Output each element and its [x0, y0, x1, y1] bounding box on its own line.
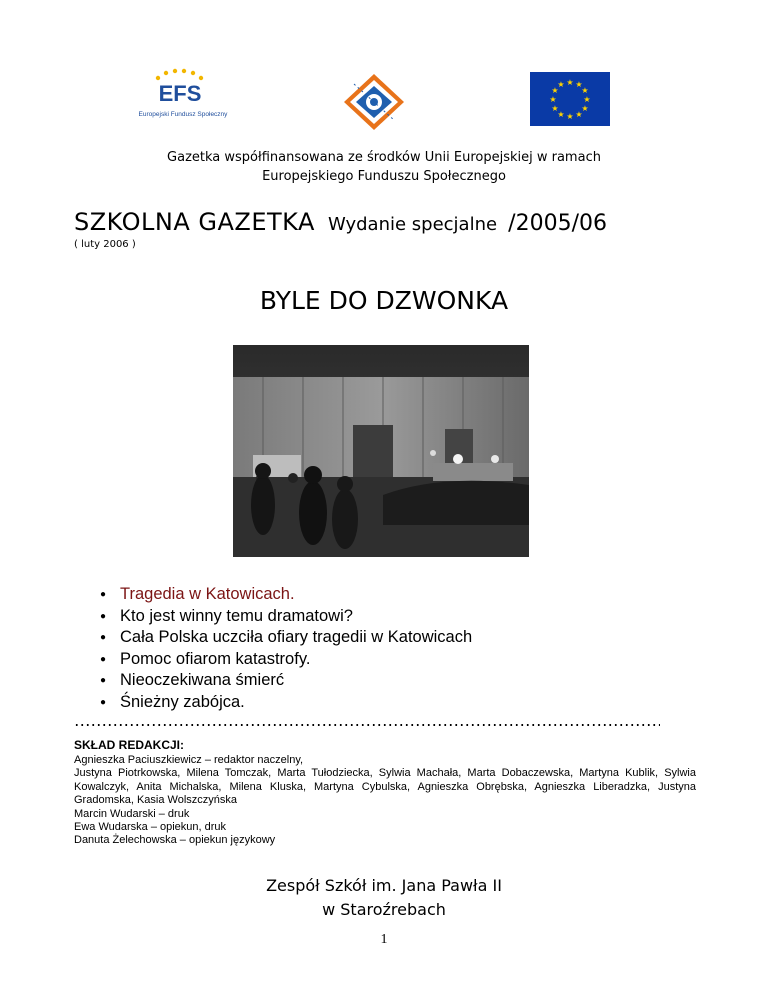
members-text: Justyna Piotrkowska, Milena Tomczak, Marta Tułodziecka, Sylwia Machała, Marta Dobaczewska, Martyna Kublik, Sylwia Kowalczyk, Anita Michalska, Milena Kluska, Martyna Cybulska, Agnieszka Obrębska, Agnieszka Liberadzka, Justyna Gradomska, Kasia Wolszczyńska: [74, 767, 696, 807]
efs-logo: [128, 64, 238, 126]
svg-text:★: ★: [583, 95, 591, 104]
svg-text:★: ★: [575, 110, 583, 119]
masthead: [74, 208, 607, 236]
svg-text:★: ★: [566, 112, 574, 121]
efs-logo-caption: Europejski Fundusz Społeczny: [138, 111, 228, 118]
program-logo: [340, 72, 408, 132]
issue-date: ( luty 2006 ): [74, 239, 136, 250]
staff-heading: SKŁAD REDAKCJI:: [74, 738, 185, 752]
svg-text:★: ★: [557, 80, 565, 89]
svg-text:★: ★: [551, 104, 559, 113]
cover-photo: [233, 345, 529, 557]
school-name: [0, 874, 768, 922]
svg-text:★: ★: [575, 80, 583, 89]
edition-label: Wydanie specjalne: [327, 214, 498, 235]
school-line1: Zespół Szkół im. Jana Pawła II: [266, 876, 502, 895]
funding-note: [0, 148, 768, 186]
dotted-divider: [74, 722, 660, 728]
list-item: ● Kto jest winny temu dramatowi?: [96, 606, 472, 628]
svg-text:★: ★: [581, 86, 589, 95]
page-number: 1: [380, 932, 388, 947]
efs-logo-text: EFS: [158, 81, 202, 106]
contents-list: [96, 584, 472, 713]
guardian-line: Ewa Wudarska – opiekun, druk: [74, 821, 227, 834]
eu-flag: [530, 72, 610, 126]
school-line2: w Staroźrebach: [322, 900, 446, 919]
svg-text:★: ★: [566, 78, 574, 87]
list-item: ● Tragedia w Katowicach.: [96, 584, 472, 606]
list-item: ● Śnieżny zabójca.: [96, 692, 472, 714]
funding-note-line2: Europejskiego Funduszu Społecznego: [262, 169, 506, 184]
headline: BYLE DO DZWONKA: [259, 286, 509, 315]
school-year: /2005/06: [508, 211, 607, 236]
language-line: Danuta Żelechowska – opiekun językowy: [74, 834, 276, 847]
svg-text:★: ★: [581, 104, 589, 113]
print-line: Marcin Wudarski – druk: [74, 807, 190, 820]
list-item: ● Pomoc ofiarom katastrofy.: [96, 649, 472, 671]
svg-text:★: ★: [551, 86, 559, 95]
paper-name: SZKOLNA GAZETKA: [74, 208, 315, 236]
staff-list: [74, 754, 696, 848]
editor-line: Agnieszka Paciuszkiewicz – redaktor naczelny,: [74, 754, 304, 766]
svg-text:★: ★: [549, 95, 557, 104]
svg-text:★: ★: [557, 110, 565, 119]
list-item: ● Nieoczekiwana śmierć: [96, 670, 472, 692]
list-item: ● Cała Polska uczciła ofiary tragedii w Katowicach: [96, 627, 472, 649]
funding-note-line1: Gazetka współfinansowana ze środków Unii Europejskiej w ramach: [167, 150, 601, 165]
